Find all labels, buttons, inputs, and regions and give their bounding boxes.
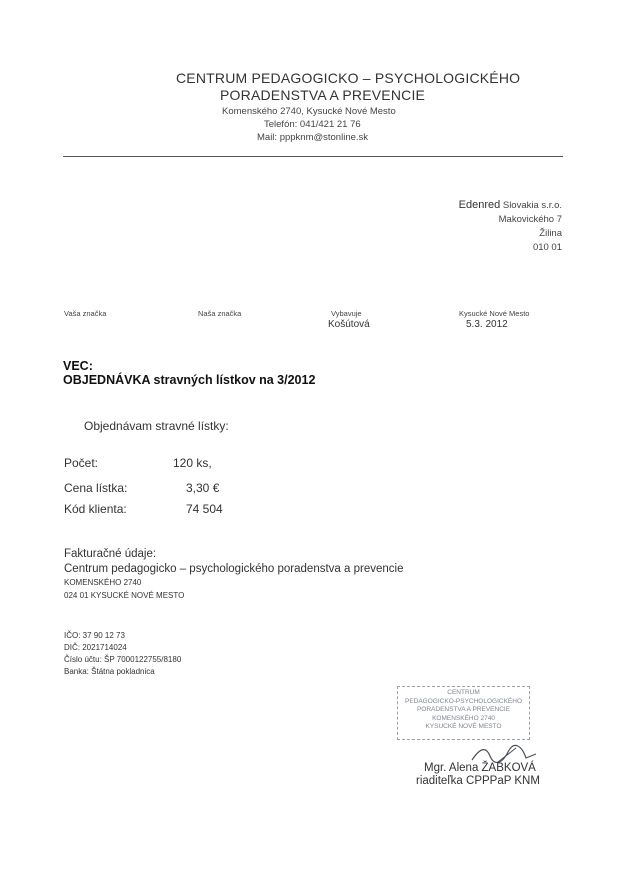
your-ref-label: Vaša značka xyxy=(64,309,107,318)
stamp-line: CENTRUM xyxy=(447,689,480,696)
billing-city: 024 01 KYSUCKÉ NOVÉ MESTO xyxy=(64,591,185,600)
order-client-code-value: 74 504 xyxy=(186,502,223,516)
org-title-line2: PORADENSTVA A PREVENCIE xyxy=(220,87,426,103)
billing-street: KOMENSKÉHO 2740 xyxy=(64,578,142,587)
subject-label: VEC: xyxy=(63,359,93,373)
signatory-role: riaditeľka CPPPaP KNM xyxy=(416,775,540,787)
account-number: Číslo účtu: ŠP 7000122755/8180 xyxy=(64,655,182,664)
org-email: Mail: pppknm@stonline.sk xyxy=(257,132,369,143)
recipient-company-name: Edenred xyxy=(458,199,501,211)
order-client-code-label: Kód klienta: xyxy=(64,502,127,516)
our-ref-label: Naša značka xyxy=(198,309,242,318)
date-value: 5.3. 2012 xyxy=(466,319,508,330)
org-title-line1: CENTRUM PEDAGOGICKO – PSYCHOLOGICKÉHO xyxy=(176,70,521,86)
recipient-street: Makovického 7 xyxy=(498,214,562,225)
recipient-city: Žilina xyxy=(539,228,562,239)
order-price-value: 3,30 € xyxy=(186,481,220,495)
signatory-name: Mgr. Alena ŽABKOVÁ xyxy=(424,762,536,774)
subject-text: OBJEDNÁVKA stravných lístkov na 3/2012 xyxy=(63,373,316,387)
bank-name: Banka: Štátna pokladnica xyxy=(64,667,155,676)
order-intro: Objednávam stravné lístky: xyxy=(84,419,229,433)
handled-by-label: Vybavuje xyxy=(331,309,362,318)
order-count-label: Počet: xyxy=(64,456,99,470)
recipient-company-suffix: Slovakia s.r.o. xyxy=(502,200,562,211)
stamp-line: KYSUCKÉ NOVÉ MESTO xyxy=(425,723,502,730)
billing-name: Centrum pedagogicko – psychologického poradenstva a prevencie xyxy=(64,563,404,575)
recipient-company xyxy=(459,199,562,211)
billing-heading: Fakturačné údaje: xyxy=(64,548,157,560)
official-stamp xyxy=(397,686,530,740)
stamp-line: PORADENSTVA A PREVENCIE xyxy=(416,706,511,713)
stamp-line: PEDAGOGICKO-PSYCHOLOGICKÉHO xyxy=(404,697,523,705)
handled-by-value: Košútová xyxy=(328,319,370,330)
recipient-zip: 010 01 xyxy=(532,242,562,253)
order-price-label: Cena lístka: xyxy=(64,481,128,495)
place-label: Kysucké Nové Mesto xyxy=(459,309,530,318)
dic: DIČ: 2021714024 xyxy=(64,643,127,652)
order-count-value: 120 ks, xyxy=(173,456,212,470)
org-address: Komenského 2740, Kysucké Nové Mesto xyxy=(222,106,396,117)
org-phone: Telefón: 041/421 21 76 xyxy=(264,119,361,130)
ico: IČO: 37 90 12 73 xyxy=(64,631,125,640)
stamp-line: KOMENSKÉHO 2740 xyxy=(432,714,495,722)
header-divider xyxy=(63,156,563,157)
